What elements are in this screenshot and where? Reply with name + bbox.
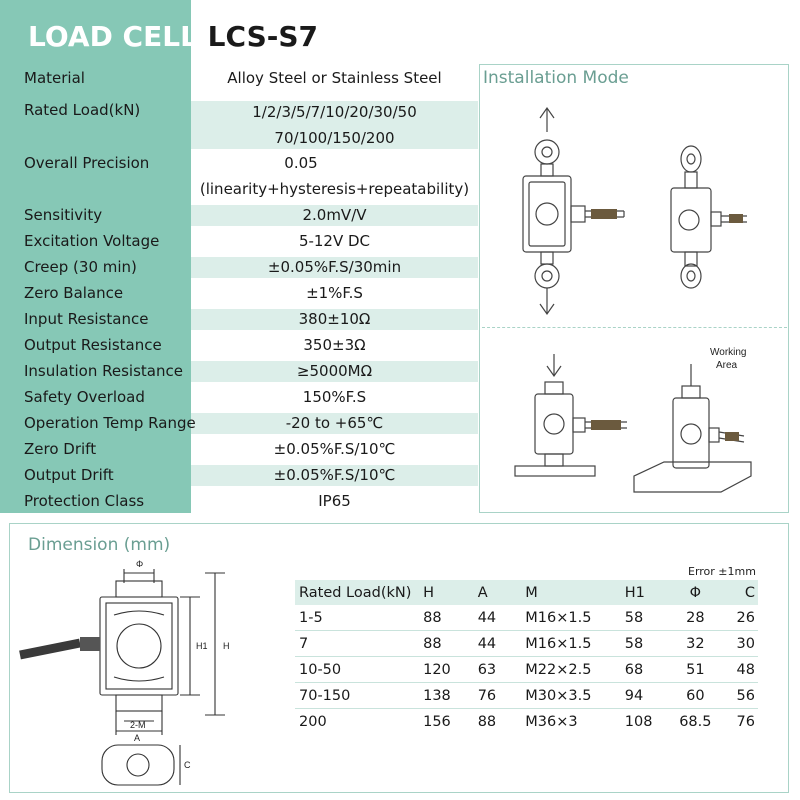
spec-label: Sensitivity xyxy=(24,206,103,224)
dimension-drawing xyxy=(10,555,290,795)
table-cell: M36×3 xyxy=(525,713,578,730)
spec-label: Safety Overload xyxy=(24,388,145,406)
table-cell: 51 xyxy=(686,661,705,678)
spec-value: ±0.05%F.S/30min xyxy=(267,258,402,276)
spec-label: Protection Class xyxy=(24,492,145,510)
spec-label: Insulation Resistance xyxy=(24,362,183,380)
m-dimension-label: 2-M xyxy=(130,720,146,730)
spec-label: Operation Temp Range xyxy=(24,414,196,432)
table-cell: 88 xyxy=(423,635,442,652)
spec-value: 1/2/3/5/7/10/20/30/50 xyxy=(252,103,417,121)
spec-label: Rated Load(kN) xyxy=(24,101,141,119)
page-title xyxy=(28,20,318,53)
spec-label: Creep (30 min) xyxy=(24,258,137,276)
spec-label: Zero Drift xyxy=(24,440,97,458)
table-cell: 1-5 xyxy=(299,609,323,626)
table-cell: M16×1.5 xyxy=(525,609,592,626)
column-header: M xyxy=(525,584,538,601)
table-cell: 58 xyxy=(624,635,644,652)
table-cell: 68 xyxy=(624,661,644,678)
table-cell: 58 xyxy=(624,609,644,626)
spec-value: Alloy Steel or Stainless Steel xyxy=(227,69,442,87)
spec-value: ≥5000MΩ xyxy=(296,362,373,380)
column-header: Φ xyxy=(689,584,702,601)
compression-3d-view xyxy=(634,364,751,492)
table-cell: 88 xyxy=(477,713,497,730)
table-cell: 138 xyxy=(423,687,451,704)
a-dimension-label: A xyxy=(134,733,141,743)
table-cell: 200 xyxy=(299,713,327,730)
spec-value: 380±10Ω xyxy=(298,310,371,328)
column-header: H1 xyxy=(624,584,645,601)
column-header: C xyxy=(744,584,755,601)
spec-value: 2.0mV/V xyxy=(302,206,367,224)
title-prefix: LOAD CELL xyxy=(28,20,208,53)
h-dimension-label: H xyxy=(223,641,230,651)
spec-value: 350±3Ω xyxy=(303,336,366,354)
dimension-table xyxy=(295,580,758,734)
table-row xyxy=(295,657,758,683)
spec-value: IP65 xyxy=(318,492,351,510)
table-cell: 26 xyxy=(736,609,755,626)
working-area-label-line2: Area xyxy=(716,360,738,371)
table-cell: 32 xyxy=(686,635,705,652)
spec-label: Output Drift xyxy=(24,466,114,484)
table-cell: 156 xyxy=(423,713,451,730)
table-cell: 30 xyxy=(736,635,755,652)
column-header: Rated Load(kN) xyxy=(299,584,412,601)
c-dimension-label: C xyxy=(184,760,191,770)
spec-value-note: (linearity+hysteresis+repeatability) xyxy=(199,180,470,198)
spec-value: -20 to +65℃ xyxy=(285,414,384,432)
installation-illustrations xyxy=(479,64,789,513)
table-cell: 44 xyxy=(477,609,497,626)
working-area-label-line1: Working xyxy=(710,347,747,358)
table-row xyxy=(295,709,758,735)
spec-label: Output Resistance xyxy=(24,336,162,354)
spec-value: 5-12V DC xyxy=(298,232,371,250)
table-cell: M30×3.5 xyxy=(525,687,592,704)
table-cell: 10-50 xyxy=(299,661,342,678)
table-cell: 28 xyxy=(686,609,705,626)
table-cell: 68.5 xyxy=(679,713,712,730)
table-cell: 7 xyxy=(299,635,309,652)
table-cell: 63 xyxy=(477,661,497,678)
table-cell: 108 xyxy=(624,713,653,730)
table-cell: 48 xyxy=(736,661,755,678)
column-header: A xyxy=(477,584,488,601)
column-header: H xyxy=(423,584,435,601)
table-cell: M16×1.5 xyxy=(525,635,592,652)
table-cell: 88 xyxy=(423,609,442,626)
spec-value: 150%F.S xyxy=(302,388,367,406)
table-cell: 60 xyxy=(686,687,705,704)
table-row xyxy=(295,605,758,631)
spec-value: ±0.05%F.S/10℃ xyxy=(273,466,396,484)
spec-value-continued: 70/100/150/200 xyxy=(274,129,395,147)
spec-label: Overall Precision xyxy=(24,154,150,172)
dimension-table-header xyxy=(295,580,758,605)
table-cell: 120 xyxy=(423,661,451,678)
table-row xyxy=(295,631,758,657)
spec-value: ±0.05%F.S/10℃ xyxy=(273,440,396,458)
table-row xyxy=(295,683,758,709)
phi-dimension-label: Φ xyxy=(136,559,144,569)
table-cell: 94 xyxy=(624,687,644,704)
spec-label: Material xyxy=(24,69,85,87)
spec-value: ±1%F.S xyxy=(306,284,363,302)
table-cell: 76 xyxy=(477,687,497,704)
table-cell: 76 xyxy=(736,713,755,730)
spec-label: Zero Balance xyxy=(24,284,124,302)
h1-dimension-label: H1 xyxy=(196,641,208,651)
table-cell: 44 xyxy=(477,635,497,652)
table-cell: 56 xyxy=(736,687,755,704)
spec-label: Input Resistance xyxy=(24,310,149,328)
spec-value: 0.05 xyxy=(284,154,318,172)
table-cell: M22×2.5 xyxy=(525,661,592,678)
compression-front-view xyxy=(515,354,627,476)
installation-mode-title: Installation Mode xyxy=(483,68,629,88)
table-cell: 70-150 xyxy=(299,687,351,704)
dimension-title: Dimension (mm) xyxy=(28,535,171,555)
error-note: Error ±1mm xyxy=(688,565,756,578)
title-model: LCS-S7 xyxy=(207,20,319,53)
spec-label: Excitation Voltage xyxy=(24,232,160,250)
